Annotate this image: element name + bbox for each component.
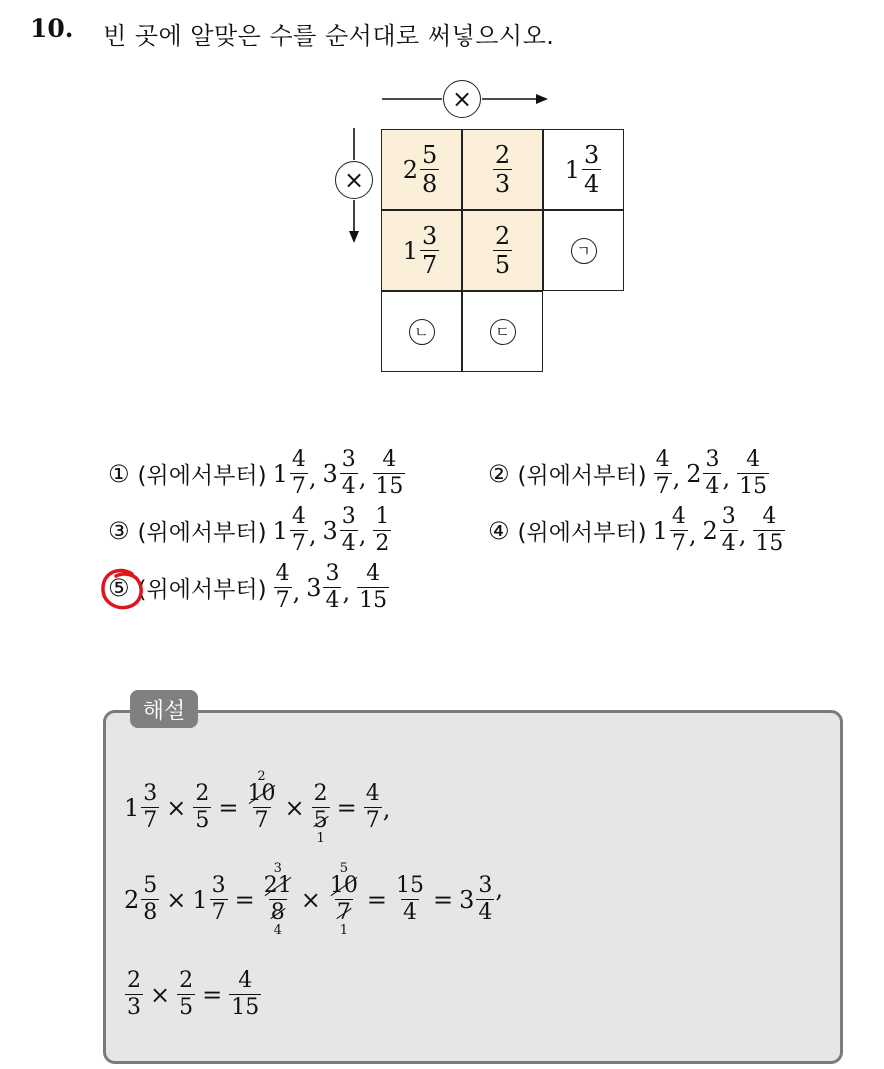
question-number: 10.: [30, 14, 74, 43]
choice-2[interactable]: ② (위에서부터) $\frac{4}{7}$ , 2 $\frac{3}{4}$ , $\frac{4}{15}$: [488, 447, 768, 499]
choice-1[interactable]: ① (위에서부터) 1 $\frac{4}{7}$ , 3 $\frac{3}{4}$ , $\frac{4}{15}$: [108, 447, 404, 499]
question-text: 빈 곳에 알맞은 수를 순서대로 써넣으시오.: [103, 22, 555, 50]
choice-5[interactable]: ⑤ (위에서부터) $\frac{4}{7}$ , 3 $\frac{3}{4}$ , $\frac{4}{15}$: [108, 561, 388, 613]
cell-r3c1-blank[interactable]: [381, 291, 462, 372]
solution-line-3: $\frac{2}{3}$ × $\frac{2}{5}$ = $\frac{4}{15}$: [127, 968, 260, 1020]
solution-tag: 해설: [130, 690, 198, 728]
answer-mark-circle: [98, 566, 150, 614]
cell-r1c3: 1 $\frac{3}{4}$: [543, 129, 624, 210]
choice-4[interactable]: ④ (위에서부터) 1 $\frac{4}{7}$ , 2 $\frac{3}{4}$ , $\frac{4}{15}$: [488, 504, 784, 556]
choice-3[interactable]: ③ (위에서부터) 1 $\frac{4}{7}$ , 3 $\frac{3}{4}$ , $\frac{1}{2}$: [108, 504, 390, 556]
cell-r1c2: $\frac{2}{3}$: [462, 129, 543, 210]
blank-label-giyeok: ㄱ: [571, 238, 597, 264]
multiply-operator-top: ×: [443, 80, 481, 118]
solution-line-2: 2 $\frac{5}{8}$ × 1 $\frac{3}{7}$ = 3 $\frac{21}{8}$ 4 × 5 $\frac{10}{7}$ 1 = $\frac{15}{4}$ = 3 $\frac{3}{4}$ ,: [124, 861, 504, 938]
cell-r2c1: 1 $\frac{3}{7}$: [381, 210, 462, 291]
solution-line-1: 1 $\frac{3}{7}$ × $\frac{2}{5}$ = 2 $\frac{10}{7}$ × $\frac{2}{5}$ 1 = $\frac{4}{7}$ ,: [124, 769, 391, 846]
blank-label-digeut: ㄷ: [490, 319, 516, 345]
blank-label-nieun: ㄴ: [409, 319, 435, 345]
cell-r1c1: 2 $\frac{5}{8}$: [381, 129, 462, 210]
cell-r3c2-blank[interactable]: [462, 291, 543, 372]
multiplication-grid: [381, 129, 627, 375]
multiply-operator-left: ×: [335, 161, 373, 199]
cell-r2c2: $\frac{2}{5}$: [462, 210, 543, 291]
cell-r2c3-blank[interactable]: [543, 210, 624, 291]
